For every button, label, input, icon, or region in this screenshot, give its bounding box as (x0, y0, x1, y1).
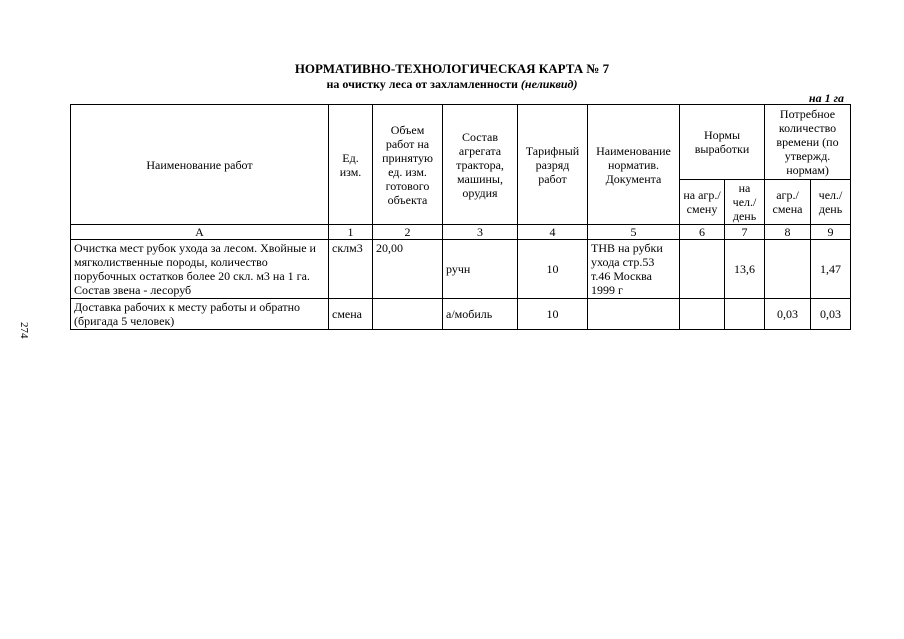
cell-composition: ручн (443, 240, 518, 299)
index-cell: 2 (373, 225, 443, 240)
index-row (71, 225, 851, 240)
cell-work: Очистка мест рубок ухода за лесом. Хвойные и мягколиственные породы, количество порубочных остатков более 20 скл. м3 на 1 га. Состав звена - лесоруб (71, 240, 329, 299)
cell-document: ТНВ на рубки ухода стр.53 т.46 Москва 1999 г (588, 240, 680, 299)
cell-time-unit (765, 240, 811, 299)
cell-work: Доставка рабочих к месту работы и обратно (бригада 5 человек) (71, 299, 329, 330)
table-row (71, 299, 851, 330)
index-cell: 6 (680, 225, 725, 240)
header-time-per-unit: агр./ смена (765, 180, 811, 225)
cell-volume: 20,00 (373, 240, 443, 299)
header-row-1 (71, 105, 851, 180)
cell-time-person: 1,47 (811, 240, 851, 299)
cell-unit: смена (329, 299, 373, 330)
index-cell: А (71, 225, 329, 240)
norms-table (70, 104, 851, 330)
subtitle-italic: (неликвид) (520, 77, 578, 91)
index-cell: 4 (518, 225, 588, 240)
header-work-name: Наименование работ (71, 105, 329, 225)
cell-tariff: 10 (518, 299, 588, 330)
cell-unit: склм3 (329, 240, 373, 299)
cell-time-person: 0,03 (811, 299, 851, 330)
index-cell: 1 (329, 225, 373, 240)
card-subtitle (0, 77, 904, 91)
header-unit: Ед. изм. (329, 105, 373, 225)
header-norm-per-person: на чел./ день (725, 180, 765, 225)
header-time-need: Потребное количество времени (по утвержд. нормам) (765, 105, 851, 180)
cell-norm-person (725, 299, 765, 330)
cell-norm-unit (680, 299, 725, 330)
cell-tariff: 10 (518, 240, 588, 299)
cell-norm-unit (680, 240, 725, 299)
index-cell: 9 (811, 225, 851, 240)
header-volume: Объем работ на принятую ед. изм. готового объекта (373, 105, 443, 225)
header-composition: Состав агрегата трактора, машины, орудия (443, 105, 518, 225)
table-row (71, 240, 851, 299)
index-cell: 8 (765, 225, 811, 240)
index-cell: 7 (725, 225, 765, 240)
cell-volume (373, 299, 443, 330)
cell-norm-person: 13,6 (725, 240, 765, 299)
header-output-norms: Нормы выработки (680, 105, 765, 180)
cell-composition: а/мобиль (443, 299, 518, 330)
header-tariff: Тарифный разряд работ (518, 105, 588, 225)
cell-document (588, 299, 680, 330)
subtitle-main: на очистку леса от захламленности (326, 77, 518, 91)
index-cell: 5 (588, 225, 680, 240)
cell-time-unit: 0,03 (765, 299, 811, 330)
header-norm-per-unit: на агр./ смену (680, 180, 725, 225)
index-cell: 3 (443, 225, 518, 240)
page-number: 274 (18, 322, 30, 339)
header-document: Наименование норматив. Документа (588, 105, 680, 225)
header-time-per-person: чел./ день (811, 180, 851, 225)
card-title: НОРМАТИВНО-ТЕХНОЛОГИЧЕСКАЯ КАРТА № 7 (294, 61, 610, 76)
unit-note: на 1 га (808, 91, 844, 105)
